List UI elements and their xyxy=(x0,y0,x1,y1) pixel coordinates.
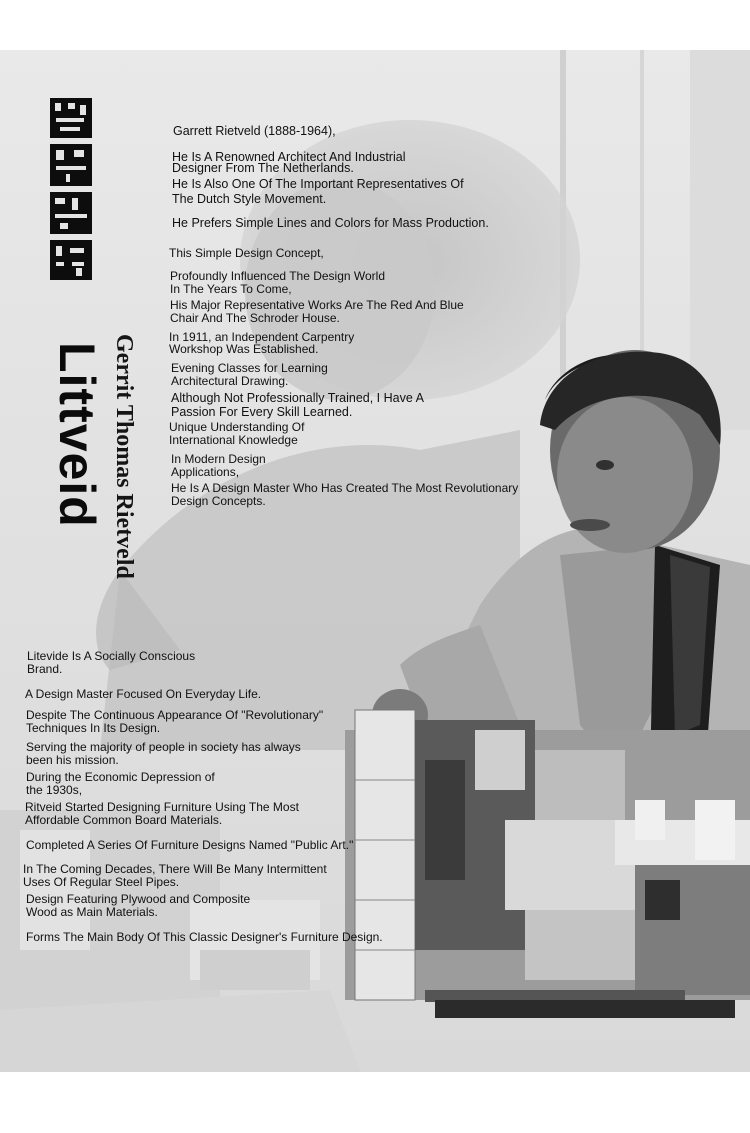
bio-line: Brand. xyxy=(27,662,63,676)
bio-line: Litevide Is A Socially Conscious xyxy=(27,649,196,663)
bio-line: Ritveid Started Designing Furniture Using The Most xyxy=(25,800,299,814)
bio-line: Profoundly Influenced The Design World xyxy=(170,269,386,283)
title-full-name: Gerrit Thomas Rietveld xyxy=(111,334,137,579)
bio-line: Design Featuring Plywood and Composite xyxy=(26,892,251,906)
bio-line: Affordable Common Board Materials. xyxy=(25,813,223,827)
bio-line: Workshop Was Established. xyxy=(169,342,319,356)
bio-line: A Design Master Focused On Everyday Life. xyxy=(25,687,262,701)
bio-line: He Prefers Simple Lines and Colors for Mass Production. xyxy=(172,216,489,230)
bio-line: been his mission. xyxy=(26,753,119,767)
bio-line: Applications, xyxy=(171,465,240,479)
bio-line: the 1930s, xyxy=(26,783,83,797)
bio-line: He Is A Renowned Architect And Industrial xyxy=(172,150,406,164)
title-english: Littveid xyxy=(49,342,105,528)
bio-line: The Dutch Style Movement. xyxy=(172,192,327,206)
bio-line: In 1911, an Independent Carpentry xyxy=(169,330,355,344)
architectural-model-photo xyxy=(345,690,750,1020)
bio-line: Designer From The Netherlands. xyxy=(172,161,354,175)
cjk-title-calligraphy xyxy=(46,96,96,282)
bio-line: Wood as Main Materials. xyxy=(26,905,158,919)
bio-line: Serving the majority of people in society has always xyxy=(26,740,301,754)
bio-line: He Is A Design Master Who Has Created The Most Revolutionary xyxy=(171,481,519,495)
bio-line: In The Years To Come, xyxy=(170,282,292,296)
bio-line: In Modern Design xyxy=(171,452,266,466)
bio-line: Unique Understanding Of xyxy=(169,420,305,434)
bio-line: Architectural Drawing. xyxy=(171,374,289,388)
bio-line: Despite The Continuous Appearance Of "Revolutionary" xyxy=(26,708,324,722)
bio-line: During the Economic Depression of xyxy=(26,770,215,784)
title-separator-dot xyxy=(64,262,72,270)
bio-line: Chair And The Schroder House. xyxy=(170,311,340,325)
bio-line: Garrett Rietveld (1888-1964), xyxy=(173,124,336,138)
bio-line: International Knowledge xyxy=(169,433,298,447)
bio-line: Techniques In Its Design. xyxy=(26,721,161,735)
bio-line: This Simple Design Concept, xyxy=(169,246,324,260)
bio-line: Design Concepts. xyxy=(171,494,266,508)
bio-line: He Is Also One Of The Important Representatives Of xyxy=(172,177,464,191)
bio-line: In The Coming Decades, There Will Be Many Intermittent xyxy=(23,862,327,876)
poster xyxy=(0,50,750,1072)
bio-line: Although Not Professionally Trained, I Have A xyxy=(171,391,424,405)
bio-line: Passion For Every Skill Learned. xyxy=(171,405,353,419)
bio-line: Uses Of Regular Steel Pipes. xyxy=(23,875,180,889)
bio-line: Evening Classes for Learning xyxy=(171,361,328,375)
bio-line: His Major Representative Works Are The Red And Blue xyxy=(170,298,464,312)
bio-line: Completed A Series Of Furniture Designs Named "Public Art." xyxy=(26,838,354,852)
bio-line: Forms The Main Body Of This Classic Designer's Furniture Design. xyxy=(26,930,383,944)
